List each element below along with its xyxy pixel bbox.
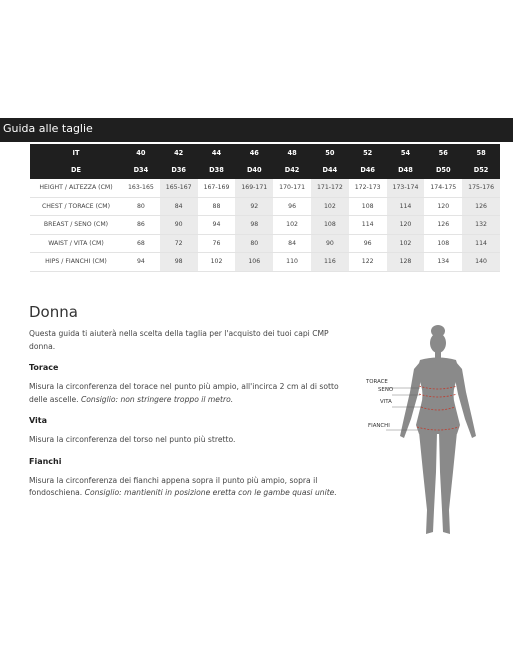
table-cell: 110	[273, 253, 311, 272]
table-cell: 128	[387, 253, 425, 272]
de-size: D48	[398, 166, 413, 175]
table-cell: 126	[462, 197, 500, 216]
fianchi-tip: Consiglio: mantieniti in posizione eretta con le gambe quasi unite.	[84, 488, 337, 497]
table-cell: 106	[235, 253, 273, 272]
it-size: 42	[174, 148, 184, 157]
table-cell: 173-174	[387, 179, 425, 197]
de-size: D42	[284, 166, 300, 175]
table-row	[30, 197, 500, 216]
size-table	[30, 144, 500, 272]
section-title: Donna	[29, 303, 78, 321]
de-size: D44	[322, 166, 338, 175]
table-cell: 90	[160, 216, 198, 235]
table-cell: 108	[349, 197, 387, 216]
table-cell: 108	[311, 216, 349, 235]
it-size: 58	[476, 148, 486, 157]
table-cell: 120	[424, 197, 462, 216]
table-cell: 167-169	[198, 179, 236, 197]
size-guide-content	[29, 302, 344, 509]
table-cell: 84	[273, 234, 311, 253]
table-cell: 72	[160, 234, 198, 253]
table-row	[30, 234, 500, 253]
table-cell: 96	[349, 234, 387, 253]
torace-instruction: Misura la circonferenza del torace nel punto più ampio, all'incirca 2 cm al di sotto delle ascelle.	[29, 382, 339, 404]
table-cell: 76	[198, 234, 236, 253]
table-cell: 174-175	[424, 179, 462, 197]
de-size: D36	[171, 166, 187, 175]
it-size: 40	[136, 148, 146, 157]
it-size: 52	[363, 148, 373, 157]
table-cell: 88	[198, 197, 236, 216]
it-size: 56	[438, 148, 448, 157]
page-title: Guida alle taglie	[0, 118, 513, 142]
it-size: 46	[249, 148, 259, 157]
table-cell: 165-167	[160, 179, 198, 197]
table-cell: 169-171	[235, 179, 273, 197]
table-cell: 114	[387, 197, 425, 216]
table-cell: 92	[235, 197, 273, 216]
torace-heading: Torace	[29, 363, 59, 372]
fianchi-instruction: Misura la circonferenza dei fianchi appena sopra il punto più ampio, sopra il fondoschiena.	[29, 475, 318, 497]
seno-figure-label: SENO	[378, 387, 394, 393]
table-cell: 172-173	[349, 179, 387, 197]
de-size: D40	[246, 166, 262, 175]
table-cell: 84	[160, 197, 198, 216]
table-cell: 126	[424, 216, 462, 235]
table-cell: 132	[462, 216, 500, 235]
it-size-row	[30, 144, 500, 162]
table-cell: 94	[122, 253, 160, 272]
de-size: D46	[360, 166, 375, 175]
vita-instruction: Misura la circonferenza del torso nel punto più stretto.	[29, 435, 236, 444]
fianchi-text	[29, 475, 344, 500]
de-size-row	[30, 162, 500, 180]
table-cell: 102	[387, 234, 425, 253]
de-size: D52	[473, 166, 489, 175]
it-size: 48	[287, 148, 297, 157]
table-cell: 80	[122, 197, 160, 216]
table-cell: 163-165	[122, 179, 160, 197]
table-cell: 80	[235, 234, 273, 253]
woman-silhouette-icon	[362, 322, 492, 540]
table-cell: 94	[198, 216, 236, 235]
table-cell: 98	[160, 253, 198, 272]
row-label: CHEST / TORACE (CM)	[30, 197, 122, 216]
torace-figure-label: TORACE	[366, 379, 388, 385]
de-size: D50	[435, 166, 451, 175]
table-cell: 120	[387, 216, 425, 235]
table-cell: 102	[198, 253, 236, 272]
table-cell: 171-172	[311, 179, 349, 197]
table-cell: 175-176	[462, 179, 500, 197]
torace-tip: Consiglio: non stringere troppo il metro.	[80, 394, 234, 404]
table-cell: 86	[122, 216, 160, 235]
it-label: IT	[72, 148, 80, 157]
vita-text	[29, 434, 344, 447]
table-cell: 114	[349, 216, 387, 235]
table-row	[30, 253, 500, 272]
it-size: 54	[400, 148, 411, 157]
table-cell: 170-171	[273, 179, 311, 197]
de-label: DE	[71, 166, 81, 175]
table-cell: 114	[462, 234, 500, 253]
table-cell: 122	[349, 253, 387, 272]
row-label: BREAST / SENO (CM)	[30, 216, 122, 235]
table-cell: 116	[311, 253, 349, 272]
table-cell: 68	[122, 234, 160, 253]
table-row	[30, 216, 500, 235]
intro-text: Questa guida ti aiuterà nella scelta della taglia per l'acquisto dei tuoi capi CMP donna.	[29, 329, 329, 351]
table-cell: 108	[424, 234, 462, 253]
vita-figure-label: VITA	[380, 399, 392, 405]
it-size: 50	[325, 148, 335, 157]
table-cell: 102	[273, 216, 311, 235]
row-label: HEIGHT / ALTEZZA (CM)	[30, 179, 122, 197]
vita-heading: Vita	[29, 416, 48, 425]
de-size: D38	[209, 166, 224, 175]
table-row	[30, 179, 500, 197]
table-cell: 96	[273, 197, 311, 216]
table-cell: 102	[311, 197, 349, 216]
fianchi-figure-label: FIANCHI	[368, 423, 390, 429]
fianchi-heading: Fianchi	[29, 456, 62, 466]
row-label: WAIST / VITA (CM)	[30, 234, 122, 253]
table-cell: 140	[462, 253, 500, 272]
it-size: 44	[211, 148, 222, 157]
table-cell: 90	[311, 234, 349, 253]
torace-text	[29, 381, 344, 406]
de-size: D34	[133, 166, 149, 175]
body-measurement-figure	[362, 322, 492, 540]
table-cell: 98	[235, 216, 273, 235]
table-cell: 134	[424, 253, 462, 272]
row-label: HIPS / FIANCHI (CM)	[30, 253, 122, 272]
